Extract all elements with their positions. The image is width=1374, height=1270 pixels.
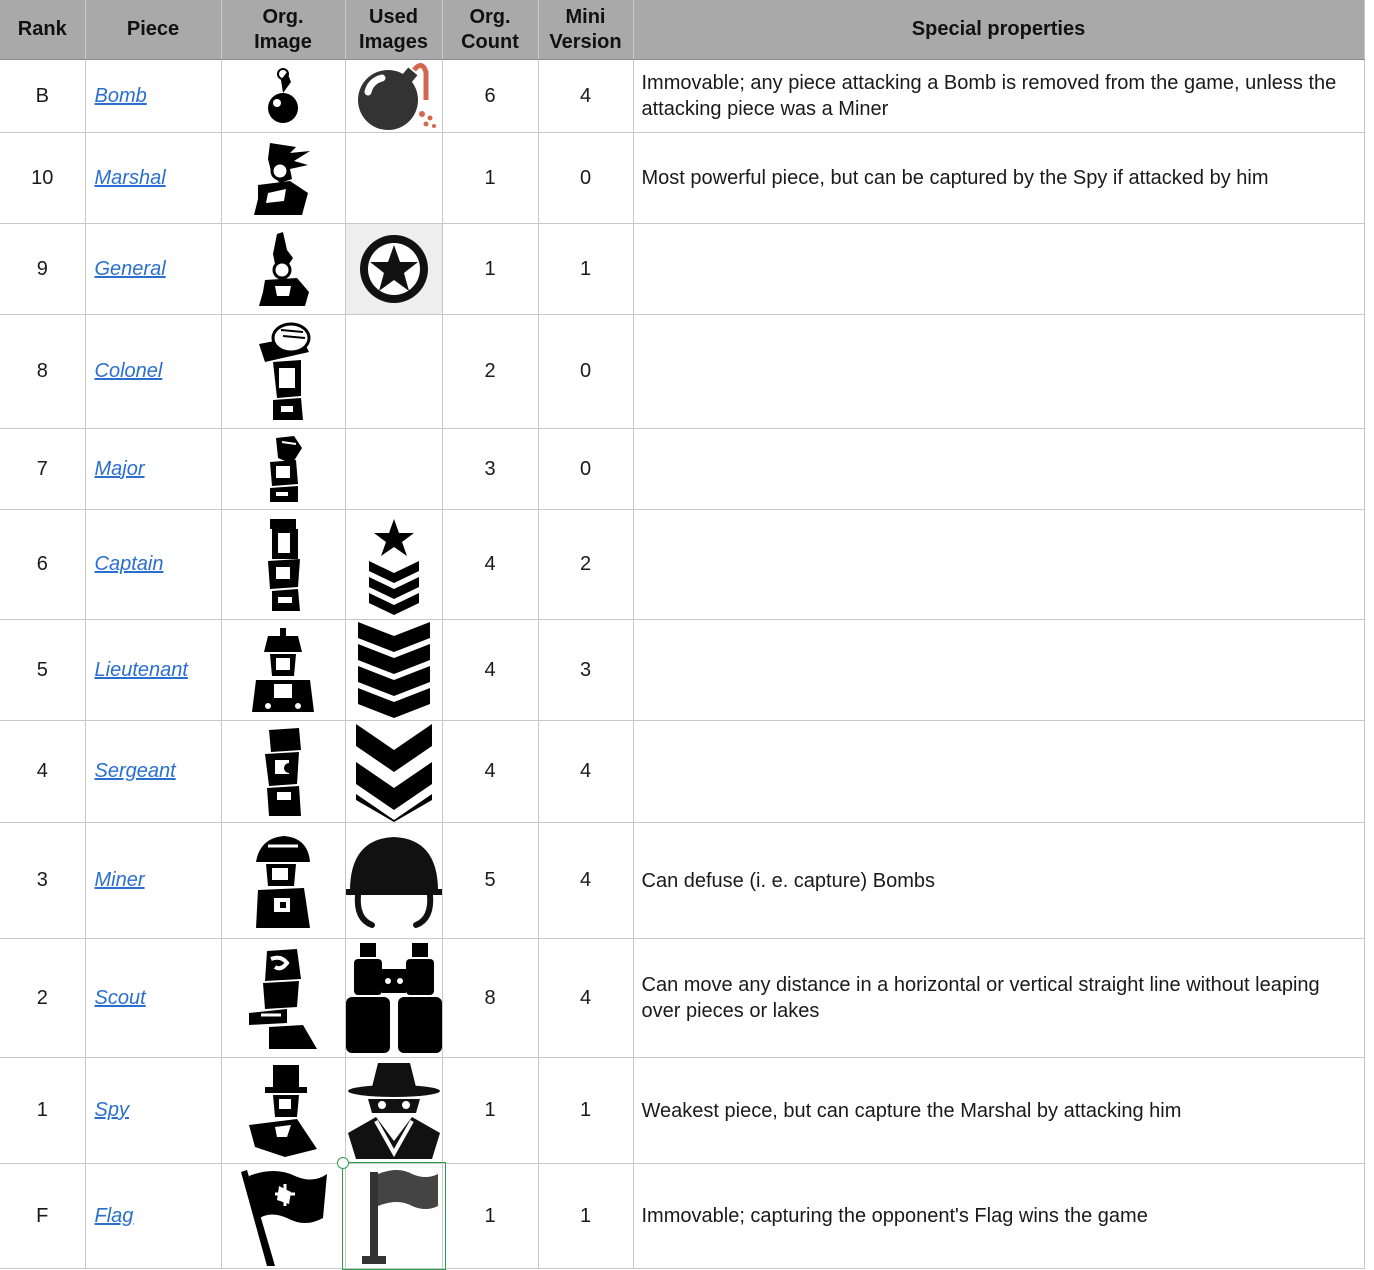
table-row xyxy=(0,60,1364,133)
org-image-cell xyxy=(221,939,345,1058)
mini-version-cell: 0 xyxy=(538,429,633,510)
org-count-cell: 2 xyxy=(442,315,538,429)
selected-image-frame[interactable] xyxy=(346,1166,442,1266)
rank-cell: F xyxy=(0,1164,85,1269)
special-properties-cell xyxy=(633,315,1364,429)
colonel-soldier-icon xyxy=(251,322,315,422)
header-org-image: Org. Image xyxy=(221,0,345,60)
star-chevrons-icon xyxy=(363,515,425,615)
used-image-cell xyxy=(345,721,442,823)
scout-soldier-icon xyxy=(247,945,319,1051)
org-count-cell: 3 xyxy=(442,429,538,510)
org-count-cell: 8 xyxy=(442,939,538,1058)
org-count-cell: 4 xyxy=(442,620,538,721)
header-row xyxy=(0,0,1364,60)
mini-version-cell: 3 xyxy=(538,620,633,721)
org-image-cell xyxy=(221,510,345,620)
org-count-cell: 4 xyxy=(442,510,538,620)
mini-version-cell: 0 xyxy=(538,315,633,429)
special-properties-cell: Can defuse (i. e. capture) Bombs xyxy=(633,823,1364,939)
special-properties-cell: Can move any distance in a horizontal or vertical straight line without leaping over pieces or lakes xyxy=(633,939,1364,1058)
piece-link[interactable]: General xyxy=(94,257,166,280)
used-image-cell xyxy=(345,1058,442,1164)
used-image-cell xyxy=(345,60,442,133)
special-properties-cell: Weakest piece, but can capture the Marshal by attacking him xyxy=(633,1058,1364,1164)
major-soldier-icon xyxy=(258,434,308,504)
piece-cell xyxy=(85,721,221,823)
special-properties-cell: Immovable; any piece attacking a Bomb is removed from the game, unless the attacking piece was a Miner xyxy=(633,60,1364,133)
rank-cell: 1 xyxy=(0,1058,85,1164)
flag-soldier-icon xyxy=(235,1166,331,1266)
rank-cell: 3 xyxy=(0,823,85,939)
used-image-cell xyxy=(345,1164,442,1269)
org-count-cell: 1 xyxy=(442,224,538,315)
mini-version-cell: 4 xyxy=(538,721,633,823)
piece-link[interactable]: Flag xyxy=(94,1204,134,1227)
table-row xyxy=(0,823,1364,939)
table-row xyxy=(0,620,1364,721)
binoculars-icon xyxy=(346,943,442,1053)
rank-cell: 7 xyxy=(0,429,85,510)
header-org-count: Org. Count xyxy=(442,0,538,60)
special-properties-cell xyxy=(633,510,1364,620)
table-row xyxy=(0,1058,1364,1164)
table-row xyxy=(0,510,1364,620)
piece-cell xyxy=(85,60,221,133)
piece-link[interactable]: Marshal xyxy=(94,166,166,189)
resize-handle[interactable] xyxy=(337,1157,349,1169)
header-rank: Rank xyxy=(0,0,85,60)
miner-soldier-icon xyxy=(250,832,316,930)
sergeant-soldier-icon xyxy=(255,726,311,818)
marshal-soldier-icon xyxy=(250,139,316,217)
piece-link[interactable]: Spy xyxy=(94,1099,129,1121)
table-row xyxy=(0,429,1364,510)
header-used-images: Used Images xyxy=(345,0,442,60)
spy-soldier-icon xyxy=(245,1063,321,1159)
piece-link[interactable]: Bomb xyxy=(94,84,147,107)
mini-version-cell: 4 xyxy=(538,60,633,133)
org-image-cell xyxy=(221,1058,345,1164)
used-image-cell xyxy=(345,823,442,939)
org-image-cell xyxy=(221,315,345,429)
piece-link[interactable]: Scout xyxy=(94,986,146,1009)
special-properties-cell: Immovable; capturing the opponent's Flag wins the game xyxy=(633,1164,1364,1269)
piece-link[interactable]: Miner xyxy=(94,869,145,891)
used-image-cell xyxy=(345,429,442,510)
mini-version-cell: 2 xyxy=(538,510,633,620)
org-count-cell: 1 xyxy=(442,1164,538,1269)
piece-link[interactable]: Major xyxy=(94,457,145,480)
piece-cell xyxy=(85,620,221,721)
header-piece: Piece xyxy=(85,0,221,60)
rank-cell: 10 xyxy=(0,133,85,224)
mini-version-cell: 1 xyxy=(538,1164,633,1269)
piece-link[interactable]: Sergeant xyxy=(94,760,176,782)
piece-cell xyxy=(85,429,221,510)
table-row xyxy=(0,939,1364,1058)
org-image-cell xyxy=(221,1164,345,1269)
spy-icon xyxy=(346,1061,442,1161)
special-properties-cell xyxy=(633,224,1364,315)
used-image-cell xyxy=(345,224,442,315)
used-image-cell xyxy=(345,510,442,620)
rank-cell: 6 xyxy=(0,510,85,620)
org-image-cell xyxy=(221,823,345,939)
table-row xyxy=(0,224,1364,315)
org-count-cell: 1 xyxy=(442,1058,538,1164)
triple-chevron-icon xyxy=(356,620,432,720)
helmet-icon xyxy=(346,831,442,931)
mini-version-cell: 1 xyxy=(538,1058,633,1164)
org-image-cell xyxy=(221,133,345,224)
captain-soldier-icon xyxy=(258,517,308,613)
piece-link[interactable]: Lieutenant xyxy=(94,658,188,681)
bomb-soldier-icon xyxy=(263,66,303,126)
org-image-cell xyxy=(221,224,345,315)
special-properties-cell xyxy=(633,429,1364,510)
rank-cell: 8 xyxy=(0,315,85,429)
mini-version-cell: 1 xyxy=(538,224,633,315)
org-count-cell: 6 xyxy=(442,60,538,133)
piece-cell xyxy=(85,315,221,429)
bomb-icon xyxy=(348,60,440,132)
used-image-cell xyxy=(345,315,442,429)
used-image-cell xyxy=(345,620,442,721)
piece-cell xyxy=(85,510,221,620)
mini-version-cell: 4 xyxy=(538,823,633,939)
table-row xyxy=(0,721,1364,823)
piece-cell xyxy=(85,939,221,1058)
star-badge-icon xyxy=(354,229,434,309)
piece-link[interactable]: Colonel xyxy=(94,360,163,382)
general-soldier-icon xyxy=(253,230,313,308)
piece-cell xyxy=(85,1058,221,1164)
mini-version-cell: 0 xyxy=(538,133,633,224)
mini-version-cell: 4 xyxy=(538,939,633,1058)
rank-cell: B xyxy=(0,60,85,133)
rank-cell: 9 xyxy=(0,224,85,315)
org-count-cell: 1 xyxy=(442,133,538,224)
org-image-cell xyxy=(221,721,345,823)
rank-cell: 5 xyxy=(0,620,85,721)
special-properties-cell: Most powerful piece, but can be captured by the Spy if attacked by him xyxy=(633,133,1364,224)
piece-cell xyxy=(85,224,221,315)
table-row xyxy=(0,133,1364,224)
piece-cell xyxy=(85,133,221,224)
table-row xyxy=(0,315,1364,429)
piece-cell xyxy=(85,823,221,939)
rank-cell: 2 xyxy=(0,939,85,1058)
org-image-cell xyxy=(221,620,345,721)
piece-link[interactable]: Captain xyxy=(94,553,164,575)
special-properties-cell xyxy=(633,620,1364,721)
rank-cell: 4 xyxy=(0,721,85,823)
table-row xyxy=(0,1164,1364,1269)
special-properties-cell xyxy=(633,721,1364,823)
org-count-cell: 4 xyxy=(442,721,538,823)
piece-cell xyxy=(85,1164,221,1269)
lieutenant-soldier-icon xyxy=(248,626,318,714)
flag-icon xyxy=(346,1166,442,1266)
org-count-cell: 5 xyxy=(442,823,538,939)
org-image-cell xyxy=(221,429,345,510)
header-special-properties: Special properties xyxy=(633,0,1364,60)
header-mini-version: Mini Version xyxy=(538,0,633,60)
used-image-cell xyxy=(345,939,442,1058)
used-image-cell xyxy=(345,133,442,224)
org-image-cell xyxy=(221,60,345,133)
double-chevron-icon xyxy=(354,722,434,822)
